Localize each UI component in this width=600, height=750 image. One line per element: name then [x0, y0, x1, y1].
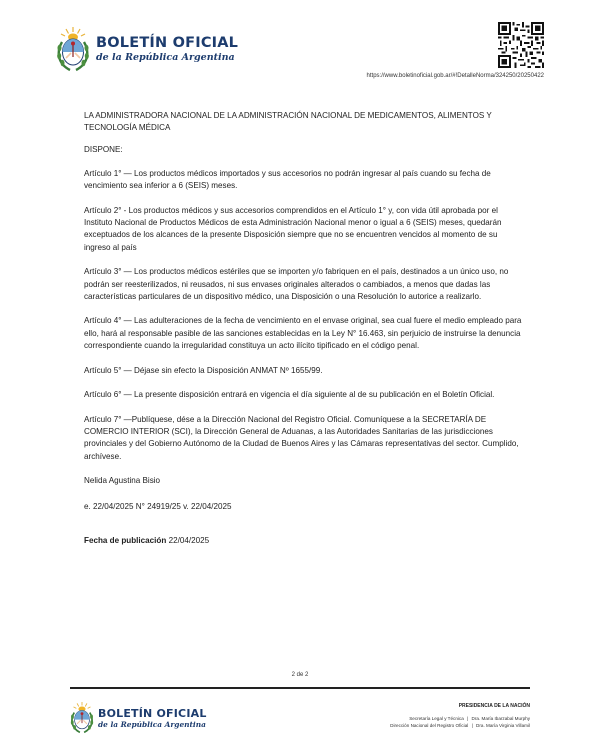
boletin-logo: [56, 26, 238, 72]
article-2: Artículo 2° - Los productos médicos y sus accesorios comprendidos en el Artículo 1° y, con vida útil aprobada por el Instituto Nacional de Productos Médicos de esta Administración Nacional menor o igual a 6 (SEIS) meses, quedarán exceptuados de los alcances de la presente Disposición siempre que no se encuentren vencidos al momento de su ingreso al país: [84, 205, 502, 252]
norma-url-link[interactable]: https://www.boletinoficial.gob.ar/#!DetalleNorma/324250/20250422: [366, 73, 544, 79]
edicto-number: e. 22/04/2025 N° 24919/25 v. 22/04/2025: [84, 501, 232, 511]
article-4: Artículo 4° — Las adulteraciones de la fecha de vencimiento en el envase original, sea cual fuere el medio empleado para ello, hará al responsable pasible de las sanciones establecidas en la Ley N° 16.463, sin perjuicio de instruirse la denuncia correspondiente cuando la irregularidad constituya un acto ilícito tipificado en el código penal.: [84, 316, 522, 351]
direccion-name: Dra. María Virginia Villamil: [476, 723, 530, 728]
separator: |: [467, 716, 469, 721]
secretaria-name: Dra. María Ibarzabal Murphy: [471, 716, 530, 721]
coat-of-arms-icon: [56, 26, 90, 72]
article-1: Artículo 1° — Los productos médicos importados y sus accesorios no podrán ingresar al país cuando su fecha de vencimiento sea inferior a 6 (SEIS) meses.: [84, 168, 491, 191]
footer-divider: [70, 687, 530, 689]
footer-row-secretaria: [390, 715, 530, 722]
article-3: Artículo 3° — Los productos médicos estériles que se importen y/o fabriquen en el país, destinados a un único uso, no podrán ser reesterilizados, ni reusados, ni sus envases originales alterados o cambiados, a menos que dadas las características particulares de un dispositivo médico, una Disposición o una Resolución lo autorice a realizarlo.: [84, 267, 509, 301]
dispone-heading: DISPONE:: [84, 144, 123, 154]
presidencia-label: PRESIDENCIA DE LA NACIÓN: [458, 703, 530, 709]
signature: Nelida Agustina Bisio: [84, 476, 161, 486]
publication-date: [84, 535, 524, 547]
coat-of-arms-icon: [70, 701, 94, 734]
page-header: [0, 0, 600, 100]
article-6: Artículo 6° — La presente disposición entrará en vigencia el día siguiente al de su publicación en el Boletín Oficial.: [84, 390, 495, 400]
article-7: Artículo 7° —Publíquese, dése a la Dirección Nacional del Registro Oficial. Comuníquese a la SECRETARÍA DE COMERCIO INTERIOR (SCI), la Dirección General de Aduanas, a las Autoridades Sanitarias de las jurisdicciones provinciales y del Gobierno Autónomo de la Ciudad de Buenos Aires y las Cámaras representativas del sector. Cumplido, archívese.: [84, 414, 519, 461]
footer-logo: [70, 701, 207, 734]
page-number: 2 de 2: [291, 672, 309, 678]
article-5: Artículo 5° — Déjase sin efecto la Disposición ANMAT Nº 1655/99.: [84, 365, 323, 375]
publication-date-value: 22/04/2025: [168, 535, 210, 545]
document-body: [84, 110, 524, 560]
logo-title: BOLETÍN OFICIAL: [96, 35, 239, 51]
publication-date-label: Fecha de publicación: [84, 535, 167, 545]
footer-credits: [390, 703, 530, 729]
qr-code-icon: [498, 22, 544, 68]
footer-logo-subtitle: de la República Argentina: [98, 719, 206, 729]
secretaria-role: Secretaría Legal y Técnica: [409, 716, 464, 721]
footer-row-direccion: [390, 722, 530, 729]
footer-logo-title: BOLETÍN OFICIAL: [98, 706, 207, 720]
direccion-role: Dirección Nacional del Registro Oficial: [390, 723, 469, 728]
document-title: LA ADMINISTRADORA NACIONAL DE LA ADMINISTRACIÓN NACIONAL DE MEDICAMENTOS, ALIMENTOS Y TECNOLOGÍA MÉDICA: [84, 111, 492, 133]
separator: |: [471, 723, 473, 728]
logo-subtitle: de la República Argentina: [96, 52, 235, 63]
